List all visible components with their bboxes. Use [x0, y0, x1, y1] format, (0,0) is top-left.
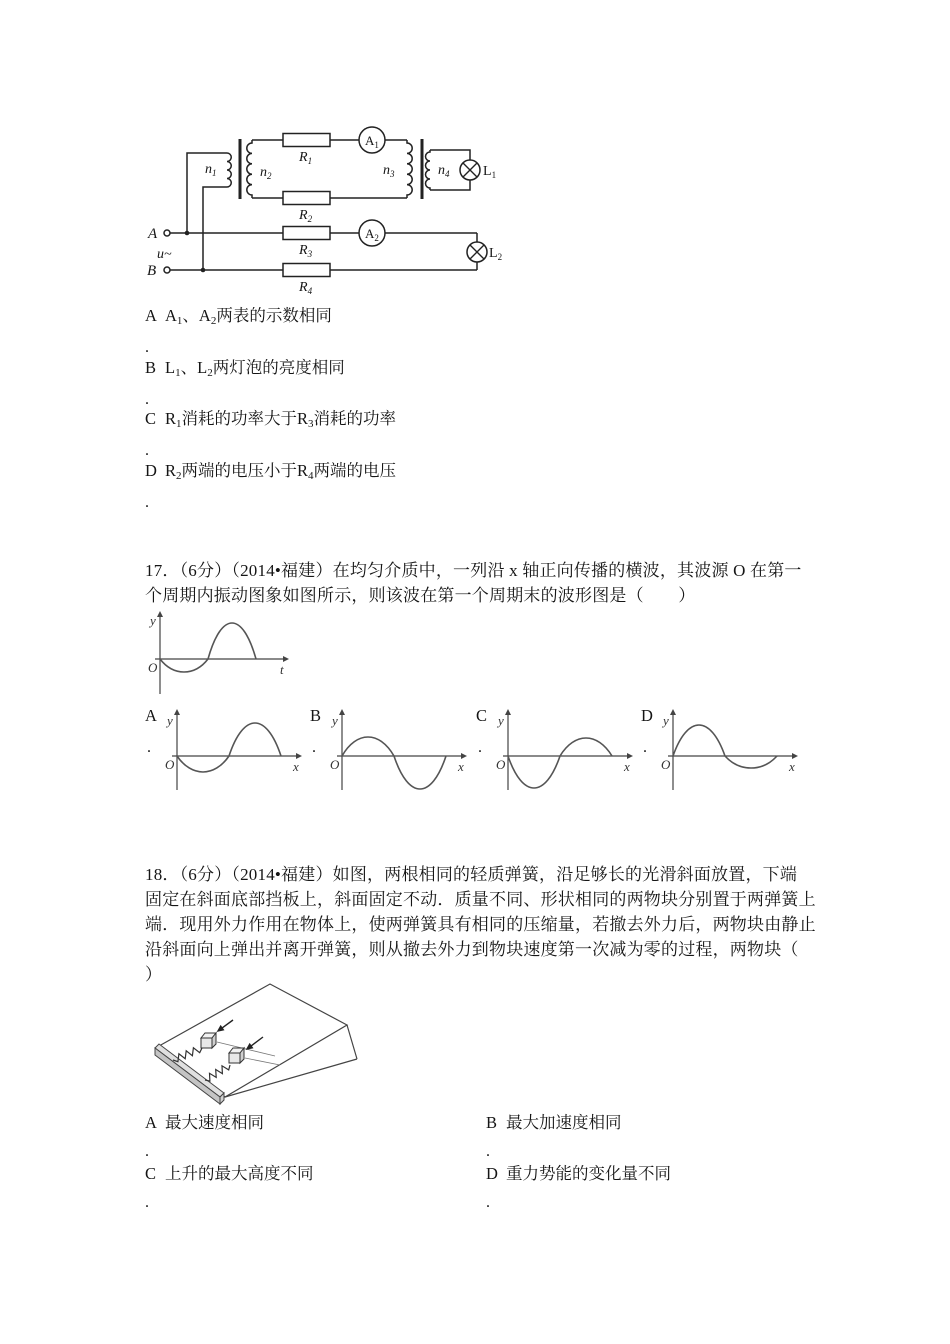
option-dot: . — [312, 739, 316, 756]
option-letter: D — [486, 1164, 498, 1183]
label-a2: $A_2$ — [365, 226, 379, 243]
x-axis-label: x — [458, 759, 464, 774]
q16-option-d — [145, 458, 835, 511]
option-text-line — [486, 1161, 816, 1186]
incline-surface — [159, 984, 347, 1097]
coil-n4 — [426, 150, 431, 190]
y-axis-label: y — [150, 613, 156, 628]
block-1 — [201, 1033, 216, 1048]
option-segment: 消耗的功率 — [313, 409, 397, 428]
q17-stem — [145, 558, 845, 608]
label-r2: $R_2$ — [299, 208, 313, 224]
wave-curve — [508, 738, 612, 788]
transformer-cores — [240, 139, 422, 199]
option-dot: . — [145, 1194, 149, 1211]
graph-axes — [172, 714, 297, 790]
option-text: 重力势能的变化量不同 — [506, 1164, 671, 1183]
y-axis-arrow — [174, 709, 180, 715]
option-dot: . — [486, 1143, 490, 1160]
x-axis-label: x — [789, 759, 795, 774]
q18-option-b — [486, 1110, 816, 1160]
transformer-circuit-figure — [145, 112, 517, 304]
option-letter: D — [641, 706, 653, 725]
q18-options-list — [145, 1110, 845, 1220]
option-segment-sub: 1 — [175, 367, 181, 379]
option-letter: B — [310, 706, 322, 725]
option-segment: R — [165, 461, 177, 480]
option-text: 上升的最大高度不同 — [165, 1164, 314, 1183]
resistor-r4 — [283, 264, 330, 277]
y-axis-label: y — [167, 713, 173, 728]
coil-n3 — [407, 140, 412, 198]
option-graph — [163, 708, 303, 803]
incline-springs-figure — [145, 983, 375, 1108]
y-axis-arrow — [505, 709, 511, 715]
label-a1: $A_1$ — [365, 133, 379, 150]
x-axis-label: t — [280, 662, 284, 677]
option-segment-sub: 1 — [176, 315, 183, 327]
q17-line-1: 17．（6分）（2014•福建）在均匀介质中，一列沿 x 轴正向传播的横波，其波源 O 在第一 — [145, 561, 802, 580]
terminal-b-node — [164, 267, 170, 273]
option-letter: B — [486, 1113, 498, 1132]
origin-label: O — [148, 660, 158, 675]
q17-source-vibration-graph — [145, 608, 290, 707]
q17-line-2: 个周期内振动图象如图所示，则该波在第一个周期末的波形图是（ ） — [145, 586, 696, 605]
q17-option-d — [641, 706, 801, 798]
label-n1: $n_1$ — [205, 162, 217, 178]
option-text-line — [145, 458, 835, 486]
q16-options-list — [145, 301, 845, 511]
block-2 — [229, 1048, 244, 1063]
option-text-line — [145, 406, 835, 434]
option-segment: 两端的电压 — [313, 461, 397, 480]
wave-curve — [673, 725, 777, 768]
resistor-r1 — [283, 134, 330, 147]
option-dot: . — [145, 339, 149, 356]
q17-option-a — [145, 706, 305, 798]
label-n2: $n_2$ — [260, 165, 272, 181]
y-axis-arrow — [157, 611, 163, 617]
option-letter: B — [145, 358, 157, 377]
option-letter: C — [476, 706, 488, 725]
q16-option-b — [145, 355, 835, 408]
junction-dot — [201, 268, 206, 273]
label-source-u: u~ — [157, 247, 172, 262]
option-segment: R — [165, 409, 177, 428]
label-n3: $n_3$ — [383, 163, 395, 179]
q18-option-c — [145, 1161, 475, 1211]
origin-label: O — [165, 757, 175, 772]
q16-option-a — [145, 303, 835, 356]
option-segment-sub: 2 — [176, 470, 182, 482]
coil-n2 — [247, 140, 252, 198]
label-terminal-b: B — [147, 263, 157, 279]
option-graph — [494, 708, 634, 803]
y-axis-arrow — [670, 709, 676, 715]
label-l2: $L_2$ — [489, 246, 503, 262]
option-segment: 消耗的功率大于R — [181, 409, 309, 428]
option-segment-sub: 3 — [308, 418, 314, 430]
x-axis-label: x — [624, 759, 630, 774]
q16-option-c — [145, 406, 835, 459]
q18-option-a — [145, 1110, 475, 1160]
origin-label: O — [661, 757, 671, 772]
option-graph — [659, 708, 799, 803]
q18-line-2: 固定在斜面底部挡板上，斜面固定不动．质量不同、形状相同的两物块分别置于两弹簧上 — [145, 890, 816, 909]
resistor-r3 — [283, 227, 330, 240]
option-letter: A — [145, 1113, 157, 1132]
option-graph-svg — [494, 708, 634, 798]
y-axis-label: y — [663, 713, 669, 728]
option-graph-svg — [328, 708, 468, 798]
option-dot: . — [145, 1143, 149, 1160]
coil-n1 — [227, 153, 231, 187]
option-segment-sub: 4 — [308, 470, 314, 482]
wave-curve — [160, 623, 256, 672]
option-dot: . — [643, 739, 647, 756]
label-r1: $R_1$ — [299, 150, 313, 166]
x-axis-arrow — [283, 656, 289, 662]
resistor-r2 — [283, 192, 330, 205]
q18-line-3: 端．现用外力作用在物体上，使两弹簧具有相同的压缩量，若撤去外力后，两物块由静止 — [145, 915, 816, 934]
q18-line-5: ） — [145, 965, 163, 984]
y-axis-label: y — [498, 713, 504, 728]
junction-dot — [185, 231, 190, 236]
option-dot: . — [486, 1194, 490, 1211]
option-graph-svg — [659, 708, 799, 798]
option-segment-sub: 2 — [210, 315, 217, 327]
option-dot: . — [147, 739, 151, 756]
q17-option-b — [310, 706, 470, 798]
option-segment-sub: 2 — [207, 367, 213, 379]
option-text-line — [145, 1161, 475, 1186]
option-dot: . — [145, 494, 149, 511]
option-dot: . — [478, 739, 482, 756]
graph-axes — [668, 714, 793, 790]
option-segment: 两灯泡的亮度相同 — [212, 358, 345, 377]
q18-line-1: 18．（6分）（2014•福建）如图，两根相同的轻质弹簧，沿足够长的光滑斜面放置，下端 — [145, 865, 798, 884]
option-letter: D — [145, 461, 157, 480]
q17-option-c — [476, 706, 636, 798]
option-dot: . — [145, 391, 149, 408]
label-l1: $L_1$ — [483, 164, 497, 180]
option-segment: 、A — [182, 306, 211, 325]
option-graph — [328, 708, 468, 803]
wave-curve — [342, 737, 446, 789]
q18-line-4: 沿斜面向上弹出并离开弹簧，则从撤去外力到物块速度第一次减为零的过程，两物块（ — [145, 940, 799, 959]
q18-option-d — [486, 1161, 816, 1211]
source-graph-svg — [145, 608, 290, 702]
option-text: 最大加速度相同 — [506, 1113, 622, 1132]
option-segment: A — [165, 306, 177, 325]
option-text-line — [486, 1110, 816, 1135]
graph-axes — [155, 616, 284, 694]
label-terminal-a: A — [148, 226, 158, 242]
label-r4: $R_4$ — [299, 280, 313, 296]
option-segment: 两端的电压小于R — [181, 461, 309, 480]
option-text-line — [145, 355, 835, 383]
option-letter: C — [145, 409, 157, 428]
origin-label: O — [330, 757, 340, 772]
option-text-line — [145, 303, 835, 331]
y-axis-label: y — [332, 713, 338, 728]
option-segment: 两表的示数相同 — [216, 306, 332, 325]
option-segment: L — [165, 358, 176, 377]
option-letter: A — [145, 306, 157, 325]
x-axis-label: x — [293, 759, 299, 774]
graph-axes — [337, 714, 462, 790]
label-r3: $R_3$ — [299, 243, 313, 259]
y-axis-arrow — [339, 709, 345, 715]
option-segment-sub: 1 — [176, 418, 182, 430]
option-letter: C — [145, 1164, 157, 1183]
option-text: 最大速度相同 — [165, 1113, 264, 1132]
option-segment: 、L — [180, 358, 208, 377]
q18-stem — [145, 862, 845, 987]
option-dot: . — [145, 442, 149, 459]
label-n4: $n_4$ — [438, 163, 450, 179]
option-text-line — [145, 1110, 475, 1135]
option-letter: A — [145, 706, 157, 725]
option-graph-svg — [163, 708, 303, 798]
origin-label: O — [496, 757, 506, 772]
wave-curve — [177, 723, 281, 772]
terminal-a-node — [164, 230, 170, 236]
